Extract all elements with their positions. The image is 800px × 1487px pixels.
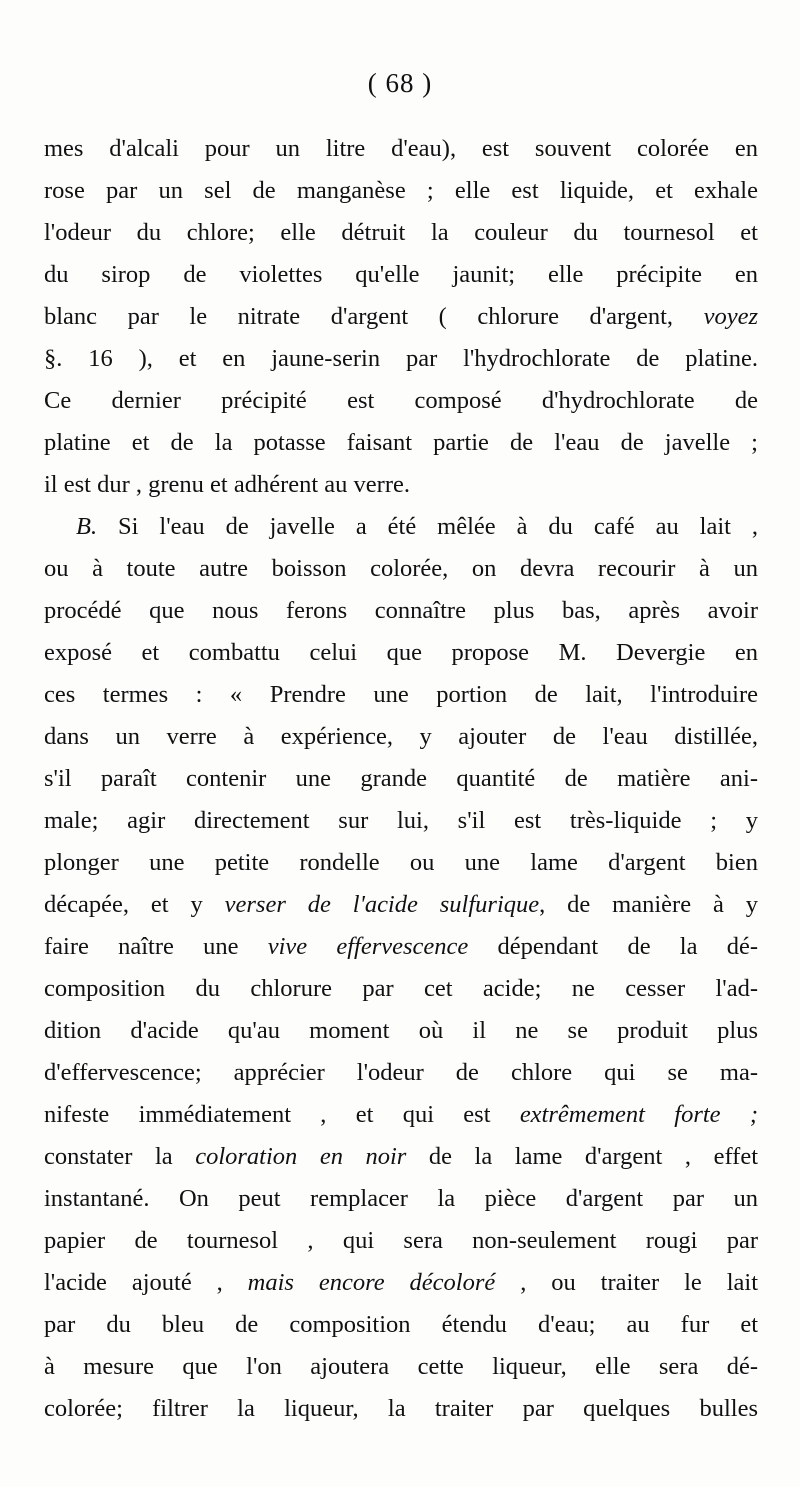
text-run: constater la <box>44 1143 196 1170</box>
text-run: §. 16 ), et en jaune-serin par l'hydrochlorate de platine. <box>44 345 758 372</box>
italic-text: voyez <box>703 303 758 330</box>
italic-text: verser de l'acide sulfurique <box>224 891 540 918</box>
text-run: papier de tournesol , qui sera non-seulement rougi par <box>44 1227 758 1254</box>
text-line <box>44 422 758 464</box>
text-run: l'odeur du chlore; elle détruit la couleur du tournesol et <box>44 219 758 246</box>
text-run: s'il paraît contenir une grande quantité de matière ani- <box>44 765 758 792</box>
italic-text: vive effervescence <box>267 933 469 960</box>
text-line <box>44 1052 758 1094</box>
text-run: instantané. On peut remplacer la pièce d'argent par un <box>44 1185 758 1212</box>
text-run: d'effervescence; apprécier l'odeur de chlore qui se ma- <box>44 1059 758 1086</box>
text-run: à mesure que l'on ajoutera cette liqueur, elle sera dé- <box>44 1353 758 1380</box>
text-line <box>44 1220 758 1262</box>
text-line <box>44 1346 758 1388</box>
text-run: dépendant de la dé- <box>468 933 758 960</box>
text-line <box>44 1136 758 1178</box>
text-line <box>44 1304 758 1346</box>
text-line <box>44 842 758 884</box>
text-run: Ce dernier précipité est composé d'hydrochlorate de <box>44 387 758 414</box>
text-run: plonger une petite rondelle ou une lame d'argent bien <box>44 849 758 876</box>
text-line <box>44 1010 758 1052</box>
italic-text: mais encore décoloré <box>247 1269 496 1296</box>
text-line <box>44 212 758 254</box>
text-line <box>44 296 758 338</box>
text-run: procédé que nous ferons connaître plus bas, après avoir <box>44 597 758 624</box>
text-run: par du bleu de composition étendu d'eau; au fur et <box>44 1311 758 1338</box>
text-run: de la lame d'argent , effet <box>406 1143 758 1170</box>
italic-text: coloration en noir <box>195 1143 407 1170</box>
text-run: il est dur , grenu et adhérent au verre. <box>44 471 410 498</box>
text-run: décapée, et y <box>44 891 225 918</box>
text-run: , de manière à y <box>539 891 758 918</box>
text-line <box>44 926 758 968</box>
text-line <box>44 758 758 800</box>
text-line <box>44 884 758 926</box>
text-line <box>44 254 758 296</box>
page-number: ( 68 ) <box>367 68 433 98</box>
text-run: blanc par le nitrate d'argent ( chlorure d'argent, <box>44 303 704 330</box>
text-run: colorée; filtrer la liqueur, la traiter par quelques bulles <box>44 1395 758 1422</box>
text-run: Si l'eau de javelle a été mêlée à du café au lait , <box>97 513 758 540</box>
text-run: platine et de la potasse faisant partie de l'eau de javelle ; <box>44 429 758 456</box>
text-run: mes d'alcali pour un litre d'eau), est souvent colorée en <box>44 135 758 162</box>
text-line <box>44 464 758 506</box>
text-line <box>44 1178 758 1220</box>
text-run: dition d'acide qu'au moment où il ne se produit plus <box>44 1017 758 1044</box>
text-line <box>44 170 758 212</box>
text-run: exposé et combattu celui que propose M. Devergie en <box>44 639 758 666</box>
text-line <box>44 338 758 380</box>
text-run: ces termes : « Prendre une portion de lait, l'introduire <box>44 681 758 708</box>
text-line <box>44 1388 758 1430</box>
text-run: faire naître une <box>44 933 268 960</box>
text-line <box>44 800 758 842</box>
text-line <box>44 590 758 632</box>
text-line <box>44 1094 758 1136</box>
text-line <box>44 632 758 674</box>
text-line <box>44 674 758 716</box>
text-run: dans un verre à expérience, y ajouter de l'eau distillée, <box>44 723 758 750</box>
text-run: du sirop de violettes qu'elle jaunit; elle précipite en <box>44 261 758 288</box>
text-run: nifeste immédiatement , et qui est <box>44 1101 520 1128</box>
text-run: l'acide ajouté , <box>44 1269 248 1296</box>
text-line <box>44 506 758 548</box>
text-line <box>44 128 758 170</box>
text-run: , ou traiter le lait <box>495 1269 759 1296</box>
italic-text: extrêmement forte ; <box>519 1101 758 1128</box>
body-text <box>44 128 758 1430</box>
text-line <box>44 548 758 590</box>
text-run: rose par un sel de manganèse ; elle est liquide, et exhale <box>44 177 758 204</box>
italic-text: B. <box>76 513 98 540</box>
text-line <box>44 716 758 758</box>
text-run: composition du chlorure par cet acide; ne cesser l'ad- <box>44 975 758 1002</box>
text-line <box>44 380 758 422</box>
text-run: male; agir directement sur lui, s'il est très-liquide ; y <box>44 807 758 834</box>
text-line <box>44 1262 758 1304</box>
text-line <box>44 968 758 1010</box>
text-run: ou à toute autre boisson colorée, on devra recourir à un <box>44 555 758 582</box>
